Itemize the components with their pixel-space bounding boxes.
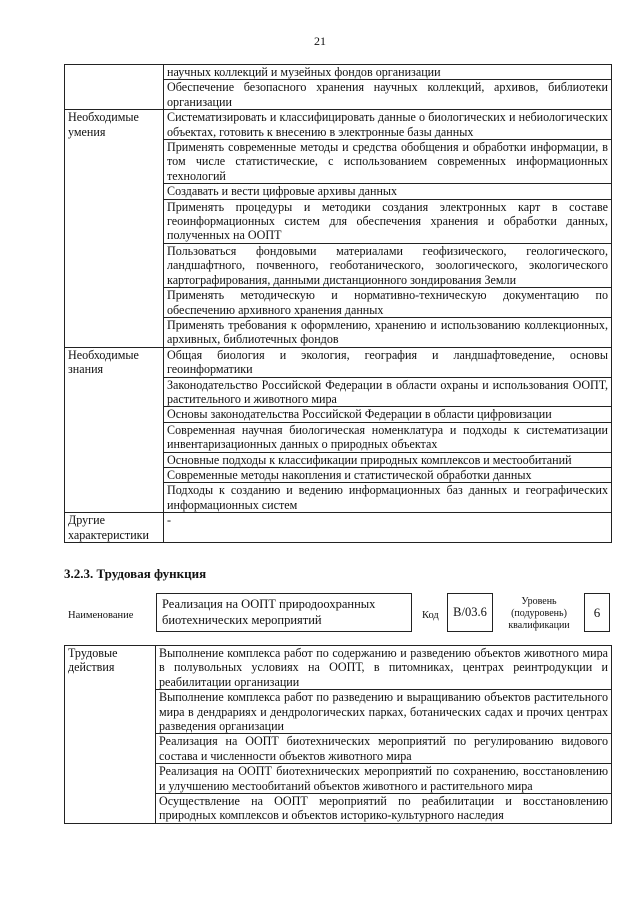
section-heading: 3.2.3. Трудовая функция xyxy=(64,566,207,581)
name-value-box: Реализация на ООПТ природоохранных биотехнических мероприятий xyxy=(156,593,412,632)
level-label: Уровень (подуровень) квалификации xyxy=(508,596,570,631)
row-category-label: Необходимые знания xyxy=(65,347,164,512)
row-item-text: Реализация на ООПТ биотехнических мероприятий по сохранению, восстановлению и улучшению местообитаний объектов животного и растительного мира xyxy=(156,764,612,794)
table-row xyxy=(65,347,612,377)
table-row xyxy=(65,65,612,80)
row-item-text: Основы законодательства Российской Федерации в области цифровизации xyxy=(164,407,612,422)
row-item-text: Пользоваться фондовыми материалами геофизического, геологического, ландшафтного, почвенного, геоботанического, зоологического, экологического картографирования, данными дистанционного зондирования Земли xyxy=(164,243,612,287)
top-characteristics-table xyxy=(64,64,612,543)
row-item-text: Выполнение комплекса работ по содержанию и разведению объектов животного мира в полувольных условиях на ООПТ, в питомниках, центрах реинтродукции и реабилитации организации xyxy=(156,646,612,690)
labor-actions-table xyxy=(64,645,612,824)
row-item-text: Общая биология и экология, география и ландшафтоведение, основы геоинформатики xyxy=(164,347,612,377)
name-label: Наименование xyxy=(68,610,134,621)
code-value-box: B/03.6 xyxy=(447,593,493,632)
code-label: Код xyxy=(422,610,439,621)
page-number: 21 xyxy=(314,34,326,48)
row-item-text: Современные методы накопления и статистической обработки данных xyxy=(164,467,612,482)
row-item-text: - xyxy=(164,513,612,543)
table-row xyxy=(65,110,612,140)
row-item-text: Реализация на ООПТ биотехнических мероприятий по регулированию видового состава и численности объектов животного мира xyxy=(156,734,612,764)
row-item-text: Основные подходы к классификации природных комплексов и местообитаний xyxy=(164,452,612,467)
table-row xyxy=(65,513,612,543)
row-item-text: Обеспечение безопасного хранения научных коллекций, архивов, библиотеки организации xyxy=(164,80,612,110)
level-value-box: 6 xyxy=(584,593,610,632)
row-item-text: Создавать и вести цифровые архивы данных xyxy=(164,184,612,199)
row-category-label: Трудовые действия xyxy=(65,646,156,824)
row-item-text: Подходы к созданию и ведению информационных баз данных и географических информационных систем xyxy=(164,483,612,513)
row-category-label xyxy=(65,65,164,110)
row-item-text: Осуществление на ООПТ мероприятий по реабилитации и восстановлению природных комплексов и объектов историко-культурного наследия xyxy=(156,794,612,824)
row-item-text: Применять современные методы и средства обобщения и обработки информации, в том числе статистические, с использованием современных информационных технологий xyxy=(164,140,612,184)
row-category-label: Другие характеристики xyxy=(65,513,164,543)
row-item-text: Систематизировать и классифицировать данные о биологических и небиологических объектах, готовить к внесению в электронные базы данных xyxy=(164,110,612,140)
row-category-label: Необходимые умения xyxy=(65,110,164,348)
row-item-text: научных коллекций и музейных фондов организации xyxy=(164,65,612,80)
row-item-text: Применять методическую и нормативно-техническую документацию по обеспечению архивного хранения данных xyxy=(164,288,612,318)
top-table-body xyxy=(65,65,612,543)
row-item-text: Современная научная биологическая номенклатура и подходы к систематизации инвентаризационных данных о природных объектах xyxy=(164,422,612,452)
row-item-text: Выполнение комплекса работ по разведению и выращиванию объектов растительного мира в дендрариях и дендрологических парках, ботанических садах и прочих центрах разведения организации xyxy=(156,690,612,734)
table-row xyxy=(65,646,612,690)
row-item-text: Применять требования к оформлению, хранению и использованию коллекционных, архивных, библиотечных фондов xyxy=(164,317,612,347)
bottom-table-body xyxy=(65,646,612,824)
row-item-text: Законодательство Российской Федерации в области охраны и использования ООПТ, растительного и животного мира xyxy=(164,377,612,407)
row-item-text: Применять процедуры и методики создания электронных карт в составе геоинформационных систем для обеспечения хранения и обработки данных, полученных на ООПТ xyxy=(164,199,612,243)
